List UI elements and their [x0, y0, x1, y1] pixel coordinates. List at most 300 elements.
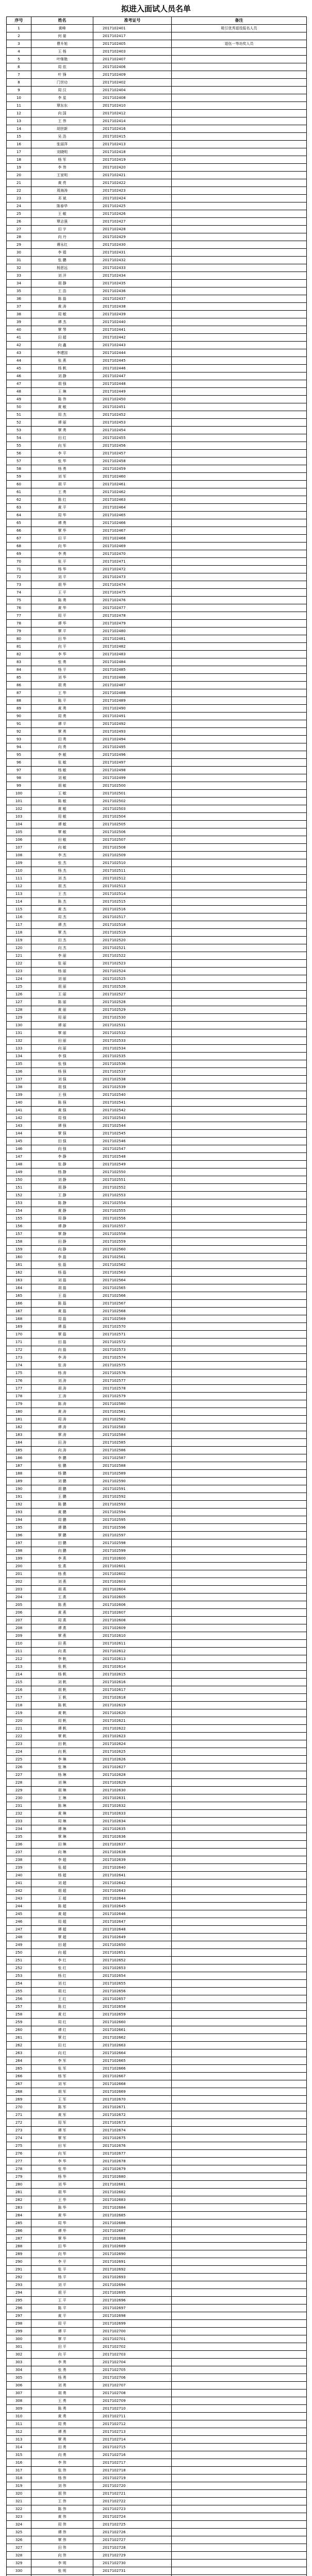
cell-note: [172, 1663, 307, 1671]
cell-exam-id: 2017102405: [93, 40, 172, 48]
cell-note: [172, 2366, 307, 2374]
cell-name: 胡 勇: [31, 2389, 93, 2397]
cell-exam-id: 2017102608: [93, 1617, 172, 1624]
cell-name: 王 丽: [31, 991, 93, 998]
table-row: [7, 867, 307, 875]
cell-exam-id: 2017102423: [93, 187, 172, 195]
cell-note: [172, 2281, 307, 2289]
cell-exam-id: 2017102688: [93, 2235, 172, 2243]
cell-exam-id: 2017102505: [93, 821, 172, 828]
cell-name: 王 杰: [31, 890, 93, 898]
cell-no: 63: [7, 504, 31, 512]
table-row: [7, 1709, 307, 1717]
cell-exam-id: 2017102550: [93, 1168, 172, 1176]
table-row: [7, 1447, 307, 1454]
cell-name: 胡 强: [31, 1083, 93, 1091]
cell-name: 刘 华: [31, 674, 93, 682]
cell-name: 周 红: [31, 2019, 93, 2026]
cell-exam-id: 2017102466: [93, 519, 172, 527]
cell-no: 111: [7, 875, 31, 883]
cell-exam-id: 2017102526: [93, 983, 172, 991]
cell-name: 王 平: [31, 589, 93, 597]
table-row: [7, 581, 307, 589]
cell-exam-id: 2017102521: [93, 944, 172, 952]
cell-note: [172, 179, 307, 187]
table-row: [7, 2057, 307, 2065]
cell-exam-id: 2017102694: [93, 2281, 172, 2289]
cell-name: 向 琳: [31, 1849, 93, 1856]
cell-no: 164: [7, 1284, 31, 1292]
cell-exam-id: 2017102595: [93, 1516, 172, 1524]
cell-name: 黄 鹏: [31, 1509, 93, 1516]
cell-name: 向 帆: [31, 1748, 93, 1756]
cell-no: 78: [7, 620, 31, 628]
cell-note: [172, 2560, 307, 2567]
cell-exam-id: 2017102618: [93, 1694, 172, 1702]
cell-exam-id: 2017102495: [93, 743, 172, 751]
cell-no: 88: [7, 697, 31, 705]
table-row: [7, 852, 307, 859]
cell-exam-id: 2017102725: [93, 2521, 172, 2529]
cell-note: [172, 2405, 307, 2413]
cell-name: 胡 超: [31, 1887, 93, 1895]
cell-name: 李 磊: [31, 1253, 93, 1261]
table-row: [7, 697, 307, 705]
table-row: [7, 2019, 307, 2026]
cell-note: [172, 566, 307, 573]
cell-name: 周 华: [31, 2219, 93, 2227]
cell-note: [172, 264, 307, 272]
cell-name: 张 敏: [31, 759, 93, 767]
cell-no: 156: [7, 1223, 31, 1230]
cell-name: 李建国: [31, 349, 93, 357]
table-row: [7, 813, 307, 821]
cell-no: 65: [7, 519, 31, 527]
cell-exam-id: 2017102652: [93, 1957, 172, 1964]
cell-no: 222: [7, 1733, 31, 1740]
cell-name: 王 帆: [31, 1694, 93, 1702]
cell-note: [172, 457, 307, 465]
cell-exam-id: 2017102516: [93, 906, 172, 913]
cell-note: [172, 117, 307, 125]
cell-no: 254: [7, 1980, 31, 1988]
table-row: [7, 481, 307, 488]
cell-name: 刘 红: [31, 1980, 93, 1988]
table-row: [7, 1694, 307, 1702]
cell-exam-id: 2017102460: [93, 473, 172, 481]
cell-note: [172, 883, 307, 890]
cell-no: 51: [7, 411, 31, 419]
table-row: [7, 1261, 307, 1269]
cell-no: 260: [7, 2026, 31, 2034]
cell-name: 田 帆: [31, 1740, 93, 1748]
cell-exam-id: 2017102435: [93, 280, 172, 287]
cell-note: [172, 2459, 307, 2467]
cell-note: [172, 1679, 307, 1686]
cell-name: 王 伟: [31, 2498, 93, 2505]
cell-name: 覃 红: [31, 2034, 93, 2042]
cell-name: 谭 勇: [31, 2428, 93, 2436]
cell-exam-id: 2017102560: [93, 1246, 172, 1253]
cell-no: 227: [7, 1771, 31, 1779]
cell-exam-id: 2017102504: [93, 813, 172, 821]
cell-exam-id: 2017102507: [93, 836, 172, 844]
table-row: [7, 1308, 307, 1315]
cell-exam-id: 2017102472: [93, 566, 172, 573]
table-row: [7, 1246, 307, 1253]
cell-exam-id: 2017102438: [93, 303, 172, 311]
table-row: [7, 1192, 307, 1199]
table-row: [7, 1570, 307, 1578]
cell-name: 胡 杰: [31, 883, 93, 890]
table-row: [7, 519, 307, 527]
table-row: [7, 241, 307, 249]
cell-note: [172, 1756, 307, 1764]
table-row: [7, 1369, 307, 1377]
cell-name: 刘 杰: [31, 875, 93, 883]
cell-name: 向 勇: [31, 743, 93, 751]
cell-exam-id: 2017102590: [93, 1478, 172, 1485]
cell-exam-id: 2017102683: [93, 2196, 172, 2204]
cell-note: [172, 2057, 307, 2065]
cell-no: 288: [7, 2243, 31, 2250]
cell-exam-id: 2017102555: [93, 1207, 172, 1215]
cell-no: 324: [7, 2521, 31, 2529]
cell-note: [172, 1393, 307, 1400]
cell-note: [172, 1879, 307, 1887]
cell-note: [172, 658, 307, 666]
table-row: [7, 1485, 307, 1493]
cell-no: 158: [7, 1238, 31, 1246]
cell-exam-id: 2017102406: [93, 63, 172, 71]
cell-exam-id: 2017102430: [93, 241, 172, 249]
table-row: [7, 1524, 307, 1532]
cell-note: [172, 2227, 307, 2235]
table-row: [7, 1478, 307, 1485]
cell-name: 刘 军: [31, 473, 93, 481]
table-row: [7, 913, 307, 921]
table-row: [7, 1153, 307, 1161]
table-row: [7, 1764, 307, 1771]
table-row: [7, 1655, 307, 1663]
cell-exam-id: 2017102624: [93, 1740, 172, 1748]
table-row: [7, 1941, 307, 1949]
cell-exam-id: 2017102665: [93, 2057, 172, 2065]
cell-exam-id: 2017102418: [93, 148, 172, 156]
table-row: [7, 1748, 307, 1756]
cell-name: 张 杰: [31, 859, 93, 867]
cell-exam-id: 2017102703: [93, 2351, 172, 2359]
cell-name: 胡 琳: [31, 1787, 93, 1794]
cell-name: 刘 鹏: [31, 1478, 93, 1485]
cell-no: 152: [7, 1192, 31, 1199]
table-row: [7, 2498, 307, 2505]
cell-name: 田 磊: [31, 1338, 93, 1346]
cell-note: [172, 937, 307, 944]
table-row: [7, 1269, 307, 1277]
cell-no: 308: [7, 2397, 31, 2405]
cell-no: 294: [7, 2289, 31, 2297]
cell-note: [172, 527, 307, 535]
cell-exam-id: 2017102616: [93, 1679, 172, 1686]
cell-note: [172, 2165, 307, 2173]
cell-exam-id: 2017102559: [93, 1238, 172, 1246]
table-row: [7, 1648, 307, 1655]
table-row: [7, 233, 307, 241]
cell-name: 胡 华: [31, 581, 93, 589]
cell-no: 12: [7, 110, 31, 117]
cell-note: [172, 1099, 307, 1107]
cell-no: 114: [7, 898, 31, 906]
cell-exam-id: 2017102646: [93, 1910, 172, 1918]
cell-note: [172, 1045, 307, 1053]
cell-exam-id: 2017102520: [93, 937, 172, 944]
table-row: [7, 465, 307, 473]
cell-name: 向 伟: [31, 2552, 93, 2560]
cell-no: 10: [7, 94, 31, 102]
cell-note: [172, 1153, 307, 1161]
cell-exam-id: 2017102587: [93, 1454, 172, 1462]
cell-note: [172, 1794, 307, 1802]
table-row: [7, 2451, 307, 2459]
cell-no: 250: [7, 1949, 31, 1957]
cell-note: [172, 280, 307, 287]
cell-exam-id: 2017102668: [93, 2080, 172, 2088]
cell-note: [172, 2505, 307, 2513]
cell-note: [172, 790, 307, 798]
cell-name: 周 鹏: [31, 1516, 93, 1524]
cell-name: 谭 平: [31, 2328, 93, 2335]
cell-note: [172, 2413, 307, 2420]
cell-name: 周 燕: [31, 1617, 93, 1624]
table-row: [7, 434, 307, 442]
cell-note: [172, 94, 307, 102]
cell-name: 何 晏: [31, 32, 93, 40]
cell-exam-id: 2017102510: [93, 859, 172, 867]
cell-note: [172, 535, 307, 543]
cell-exam-id: 2017102718: [93, 2467, 172, 2475]
cell-name: 王 浩: [31, 287, 93, 295]
cell-note: [172, 960, 307, 968]
table-row: [7, 473, 307, 481]
cell-note: [172, 156, 307, 164]
cell-name: 王 勇: [31, 488, 93, 496]
cell-name: 王 琳: [31, 1794, 93, 1802]
cell-note: [172, 1478, 307, 1485]
cell-no: 82: [7, 651, 31, 658]
table-row: [7, 388, 307, 396]
cell-exam-id: 2017102645: [93, 1903, 172, 1910]
cell-name: 向 杰: [31, 944, 93, 952]
cell-note: [172, 1331, 307, 1338]
cell-note: [172, 1130, 307, 1138]
cell-exam-id: 2017102482: [93, 643, 172, 651]
cell-exam-id: 2017102574: [93, 1354, 172, 1362]
cell-no: 323: [7, 2513, 31, 2521]
cell-note: [172, 481, 307, 488]
cell-name: 刘 静: [31, 1176, 93, 1184]
cell-name: 杨 磊: [31, 1269, 93, 1277]
cell-no: 147: [7, 1153, 31, 1161]
cell-no: 99: [7, 782, 31, 790]
cell-note: 退伍一等功奖人员: [172, 40, 307, 48]
cell-no: 142: [7, 1114, 31, 1122]
cell-name: 杨 红: [31, 1972, 93, 1980]
cell-exam-id: 2017102678: [93, 2158, 172, 2165]
cell-name: 王 伟: [31, 117, 93, 125]
cell-no: 273: [7, 2127, 31, 2134]
cell-name: 杨 琳: [31, 1771, 93, 1779]
cell-note: [172, 898, 307, 906]
cell-no: 54: [7, 434, 31, 442]
cell-no: 73: [7, 581, 31, 589]
cell-exam-id: 2017102628: [93, 1771, 172, 1779]
table-body: [7, 25, 307, 2576]
table-row: [7, 1377, 307, 1385]
table-row: [7, 713, 307, 720]
cell-note: [172, 1864, 307, 1872]
cell-name: 田 宇: [31, 226, 93, 233]
cell-note: [172, 195, 307, 202]
cell-name: 李 平: [31, 2258, 93, 2266]
table-row: [7, 2436, 307, 2444]
cell-exam-id: 2017102568: [93, 1308, 172, 1315]
cell-note: [172, 2196, 307, 2204]
cell-note: [172, 357, 307, 365]
table-row: [7, 1663, 307, 1671]
cell-note: [172, 2374, 307, 2382]
table-row: [7, 450, 307, 457]
cell-note: [172, 56, 307, 63]
cell-name: 覃 勇: [31, 2436, 93, 2444]
cell-name: 覃 勇: [31, 427, 93, 434]
cell-name: 田 红: [31, 434, 93, 442]
cell-no: 96: [7, 759, 31, 767]
table-row: [7, 102, 307, 110]
cell-note: [172, 1253, 307, 1261]
cell-no: 191: [7, 1493, 31, 1501]
cell-note: [172, 713, 307, 720]
cell-name: 田 超: [31, 334, 93, 342]
cell-no: 162: [7, 1269, 31, 1277]
cell-note: [172, 805, 307, 813]
cell-no: 17: [7, 148, 31, 156]
cell-note: [172, 434, 307, 442]
table-row: [7, 1083, 307, 1091]
cell-note: [172, 1980, 307, 1988]
cell-note: [172, 798, 307, 805]
table-row: [7, 1230, 307, 1238]
table-row: [7, 1292, 307, 1300]
cell-no: 312: [7, 2428, 31, 2436]
candidate-table: [6, 16, 307, 2576]
table-row: [7, 968, 307, 975]
table-row: [7, 2204, 307, 2212]
cell-note: [172, 2397, 307, 2405]
cell-no: 34: [7, 280, 31, 287]
cell-name: 陈 涛: [31, 1400, 93, 1408]
table-row: [7, 1099, 307, 1107]
cell-no: 89: [7, 705, 31, 713]
cell-no: 261: [7, 2034, 31, 2042]
cell-note: [172, 2351, 307, 2359]
cell-exam-id: 2017102636: [93, 1833, 172, 1841]
cell-note: [172, 1818, 307, 1825]
cell-no: 74: [7, 589, 31, 597]
cell-note: [172, 2451, 307, 2459]
cell-exam-id: 2017102467: [93, 527, 172, 535]
cell-no: 190: [7, 1485, 31, 1493]
cell-note: [172, 2104, 307, 2111]
cell-no: 76: [7, 604, 31, 612]
cell-exam-id: 2017102589: [93, 1470, 172, 1478]
cell-exam-id: 2017102609: [93, 1624, 172, 1632]
table-row: [7, 396, 307, 403]
cell-note: [172, 1609, 307, 1617]
cell-note: [172, 2297, 307, 2304]
cell-no: 326: [7, 2536, 31, 2544]
cell-name: 李 燕: [31, 1555, 93, 1563]
cell-note: [172, 504, 307, 512]
cell-no: 52: [7, 419, 31, 427]
table-row: [7, 720, 307, 728]
cell-exam-id: 2017102419: [93, 156, 172, 164]
cell-exam-id: 2017102473: [93, 573, 172, 581]
cell-name: 黄 燕: [31, 1609, 93, 1617]
cell-exam-id: 2017102578: [93, 1385, 172, 1393]
cell-exam-id: 2017102519: [93, 929, 172, 937]
cell-no: 328: [7, 2552, 31, 2560]
cell-no: 233: [7, 1818, 31, 1825]
cell-exam-id: 2017102659: [93, 2011, 172, 2019]
cell-no: 178: [7, 1393, 31, 1400]
cell-name: 张 涛: [31, 1362, 93, 1369]
cell-no: 86: [7, 682, 31, 689]
cell-no: 232: [7, 1810, 31, 1818]
table-row: [7, 318, 307, 326]
cell-no: 104: [7, 821, 31, 828]
table-row: [7, 2467, 307, 2475]
cell-exam-id: 2017102687: [93, 2227, 172, 2235]
table-row: [7, 589, 307, 597]
table-row: [7, 1215, 307, 1223]
cell-no: 139: [7, 1091, 31, 1099]
cell-no: 228: [7, 1779, 31, 1787]
cell-name: 王 静: [31, 1192, 93, 1199]
cell-exam-id: 2017102494: [93, 736, 172, 743]
cell-no: 253: [7, 1972, 31, 1980]
table-row: [7, 2335, 307, 2343]
cell-exam-id: 2017102605: [93, 1594, 172, 1601]
table-row: [7, 774, 307, 782]
table-row: [7, 1671, 307, 1679]
cell-no: 108: [7, 852, 31, 859]
table-row: [7, 1818, 307, 1825]
table-row: [7, 48, 307, 56]
cell-name: 田 丽: [31, 1037, 93, 1045]
table-row: [7, 1903, 307, 1910]
cell-no: 167: [7, 1308, 31, 1315]
table-row: [7, 798, 307, 805]
cell-exam-id: 2017102661: [93, 2026, 172, 2034]
cell-exam-id: 2017102655: [93, 1980, 172, 1988]
table-row: [7, 1918, 307, 1926]
cell-no: 117: [7, 921, 31, 929]
cell-no: 15: [7, 133, 31, 141]
cell-note: [172, 1068, 307, 1076]
cell-exam-id: 2017102503: [93, 805, 172, 813]
cell-note: [172, 1215, 307, 1223]
